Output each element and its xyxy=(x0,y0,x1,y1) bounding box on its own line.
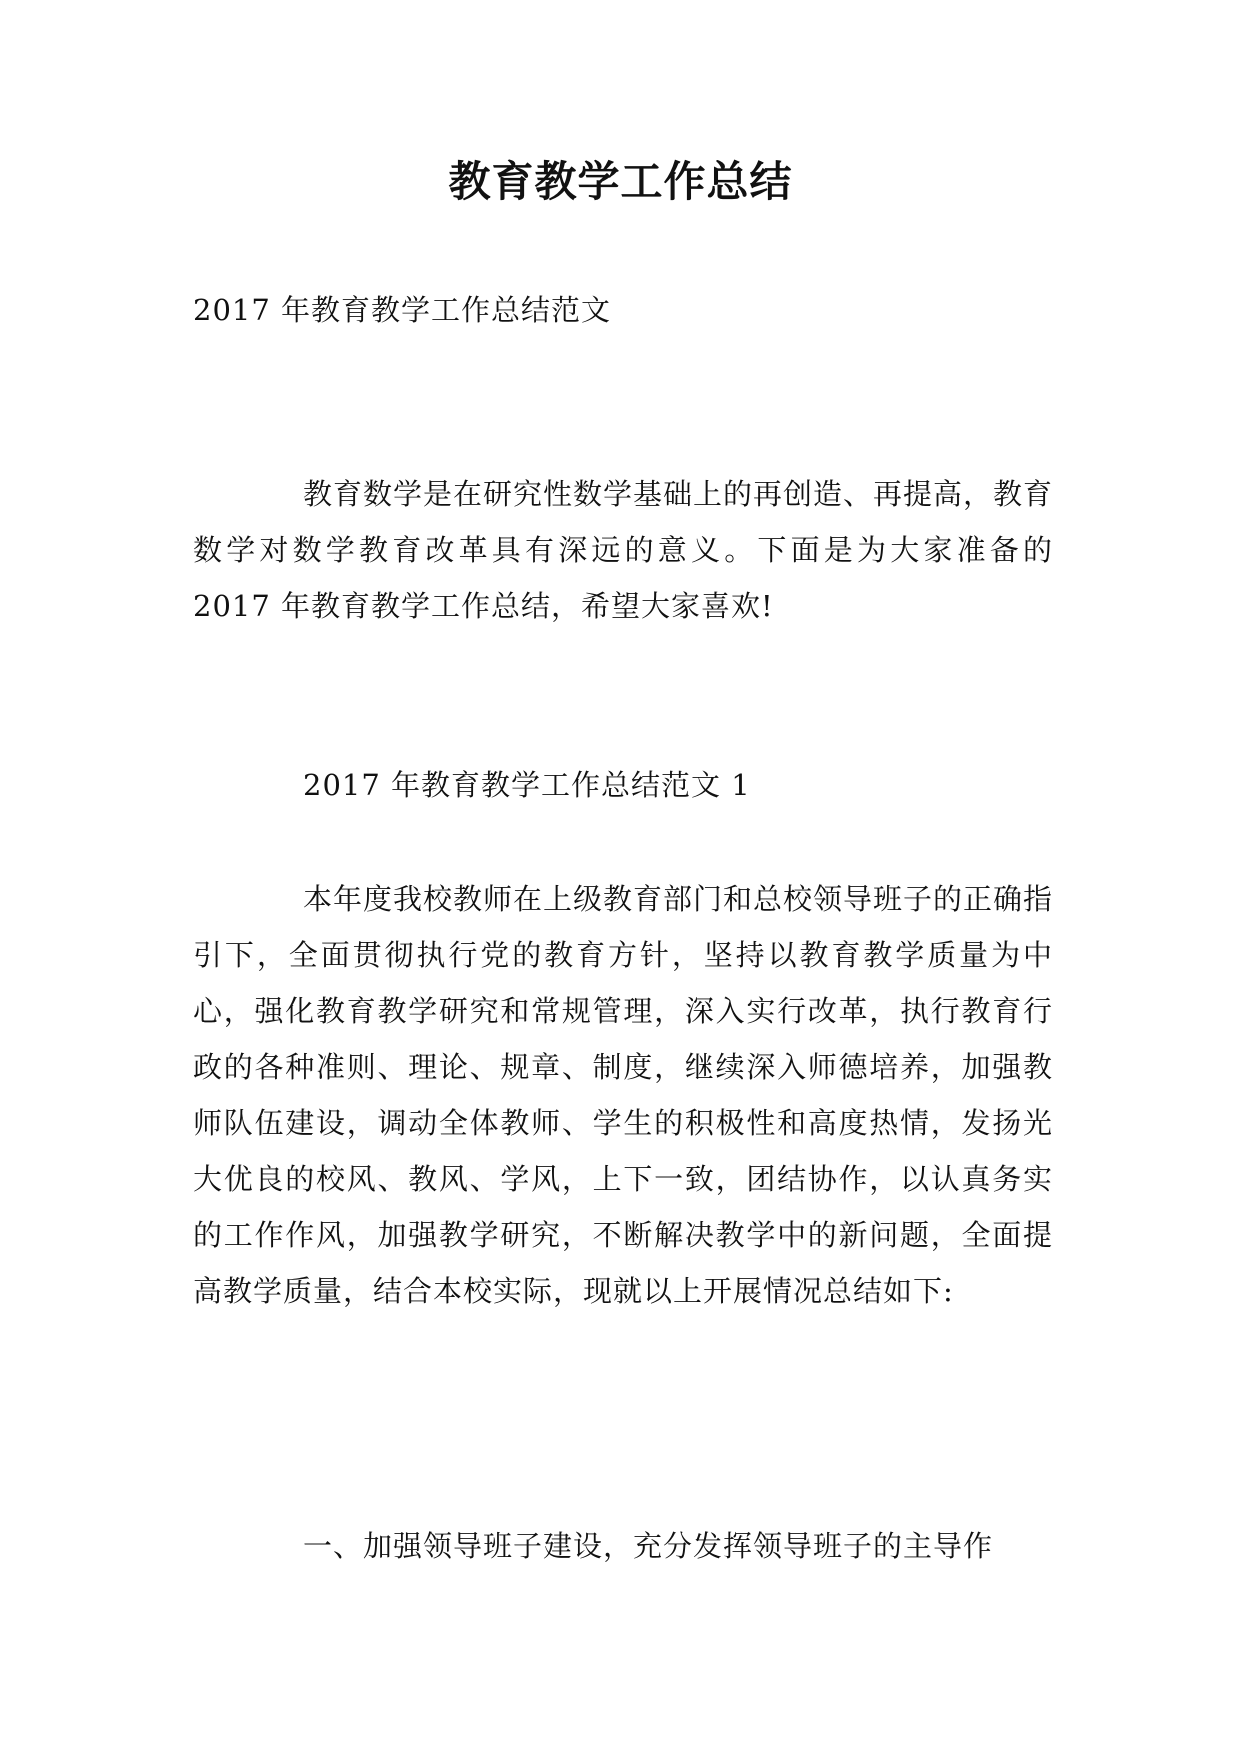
body-paragraph: 本年度我校教师在上级教育部门和总校领导班子的正确指引下，全面贯彻执行党的教育方针，坚持以教育教学质量为中心，强化教育教学研究和常规管理，深入实行改革，执行教育行政的各种准则、理论、规章、制度，继续深入师德培养，加强教师队伍建设，调动全体教师、学生的积极性和高度热情，发扬光大优良的校风、教风、学风，上下一致，团结协作，以认真务实的工作作风，加强教学研究，不断解决教学中的新问题，全面提高教学质量，结合本校实际，现就以上开展情况总结如下: xyxy=(193,882,1054,1308)
document-title: 教育教学工作总结 xyxy=(448,157,793,206)
intro-paragraph: 教育数学是在研究性数学基础上的再创造、再提高，教育数学对数学教育改革具有深远的意义。下面是为大家准备的 2017 年教育教学工作总结，希望大家喜欢! xyxy=(193,477,1054,623)
document-subtitle: 2017 年教育教学工作总结范文 xyxy=(193,293,612,327)
point-one-heading: 一、加强领导班子建设，充分发挥领导班子的主导作 xyxy=(303,1529,994,1563)
section-heading: 2017 年教育教学工作总结范文 1 xyxy=(303,768,751,802)
